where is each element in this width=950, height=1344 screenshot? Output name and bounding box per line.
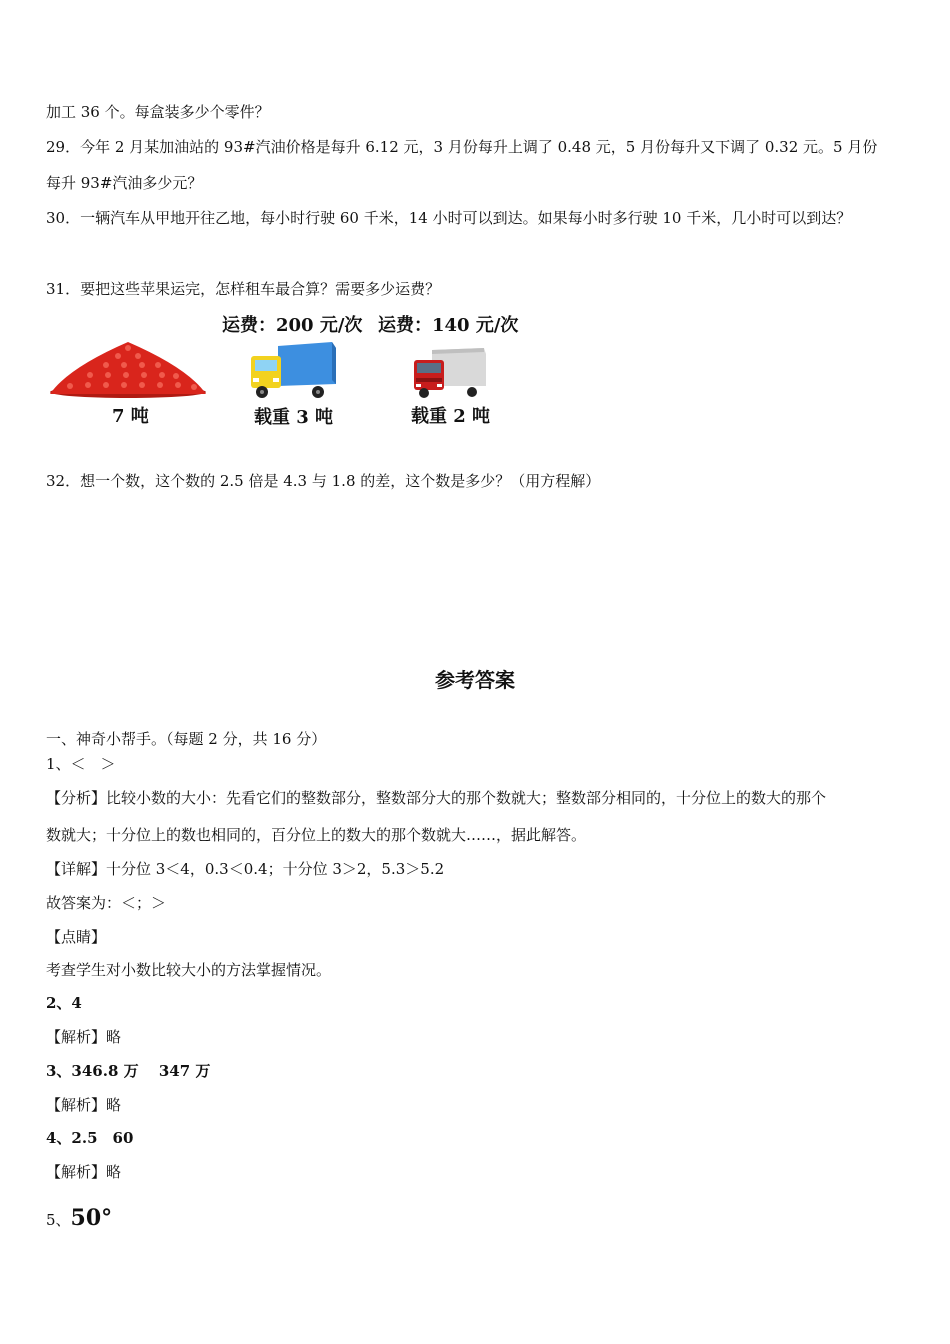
truck-3-ton-image (248, 340, 340, 402)
truck-2-ton-image (412, 346, 488, 400)
answer-3: 3、346.8 万 347 万 (46, 1062, 211, 1080)
fee-label-truck-2t: 运费：140 元/次 (378, 315, 519, 336)
answer-1-comment: 考查学生对小数比较大小的方法掌握情况。 (46, 961, 332, 979)
problem-29-line2: 每升 93#汽油多少元？ (46, 174, 203, 192)
answer-5-prefix: 5、 (46, 1211, 71, 1229)
problem-31: 31．要把这些苹果运完，怎样租车最合算？需要多少运费？ (46, 280, 441, 298)
answer-1-analysis-line2: 数就大；十分位上的数也相同的，百分位上的数大的那个数就大……，据此解答。 (46, 826, 587, 844)
answer-1: 1、＜ ＞ (46, 755, 116, 773)
answer-1-comment-heading: 【点睛】 (46, 928, 107, 946)
answer-5 (46, 1205, 112, 1233)
fee-label-truck-3t: 运费：200 元/次 (222, 315, 363, 336)
answer-2: 2、4 (46, 994, 82, 1012)
truck-3-ton-label: 载重 3 吨 (254, 407, 334, 428)
answer-5-value: 50° (70, 1205, 113, 1231)
answer-4-analysis: 【解析】略 (46, 1163, 122, 1181)
apple-pile-image (48, 338, 208, 400)
answers-section-1-heading: 一、神奇小帮手。（每题 2 分，共 16 分） (46, 730, 327, 748)
answer-3-analysis: 【解析】略 (46, 1096, 122, 1114)
answers-title: 参考答案 (435, 668, 515, 692)
truck-2-ton-label: 载重 2 吨 (411, 406, 491, 427)
problem-29-line1: 29．今年 2 月某加油站的 93#汽油价格是每升 6.12 元，3 月份每升上调了 0.48 元，5 月份每升又下调了 0.32 元。5 月份 (46, 138, 878, 156)
answer-1-detail: 【详解】十分位 3＜4，0.3＜0.4；十分位 3＞2，5.3＞5.2 (46, 860, 445, 878)
problem-30: 30．一辆汽车从甲地开往乙地，每小时行驶 60 千米，14 小时可以到达。如果每小时多行驶 10 千米，几小时可以到达？ (46, 209, 852, 227)
answer-1-final: 故答案为：＜；＞ (46, 894, 167, 912)
answer-4: 4、2.5 60 (46, 1129, 134, 1147)
answer-2-analysis: 【解析】略 (46, 1028, 122, 1046)
answer-1-analysis-line1: 【分析】比较小数的大小：先看它们的整数部分，整数部分大的那个数就大；整数部分相同的，十分位上的数大的那个 (46, 789, 827, 807)
problem-32: 32．想一个数，这个数的 2.5 倍是 4.3 与 1.8 的差，这个数是多少？（用方程解） (46, 472, 601, 490)
problem-28-tail: 加工 36 个。每盒装多少个零件？ (46, 103, 270, 121)
apples-weight-label: 7 吨 (112, 406, 149, 427)
